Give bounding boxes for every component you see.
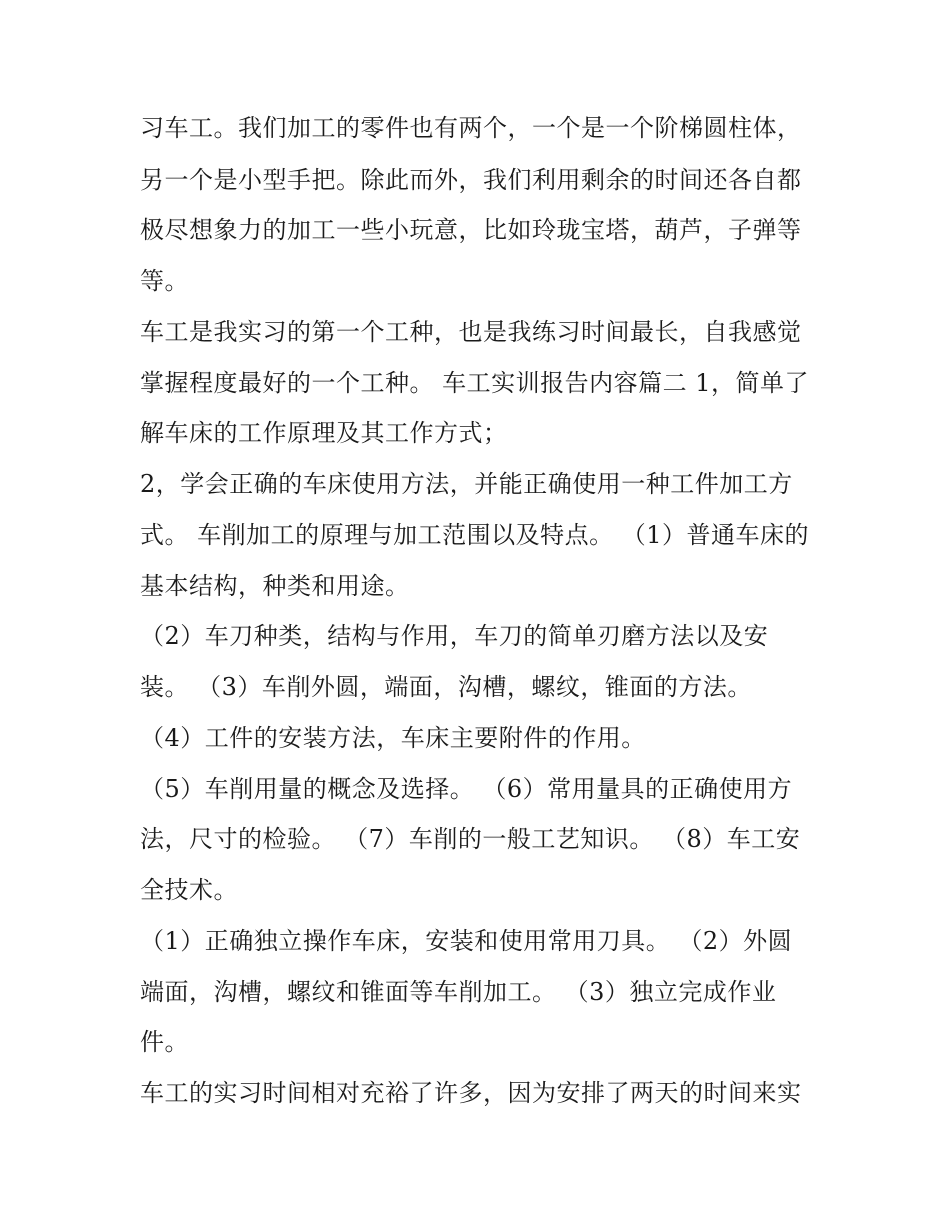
text-line: 等。 xyxy=(140,267,189,295)
text-line: 车工的实习时间相对充裕了许多，因为安排了两天的时间来实 xyxy=(140,1079,802,1107)
text-line: 全技术。 xyxy=(140,876,238,904)
text-line: 2，学会正确的车床使用方法，并能正确使用一种工件加工方 xyxy=(140,470,793,498)
text-line: 式。 车削加工的原理与加工范围以及特点。 （1）普通车床的 xyxy=(140,521,810,549)
text-line: 掌握程度最好的一个工种。 车工实训报告内容篇二 1，简单了 xyxy=(140,369,810,397)
text-line: 法，尺寸的检验。 （7）车削的一般工艺知识。 （8）车工安 xyxy=(140,825,801,853)
text-line: 基本结构，种类和用途。 xyxy=(140,572,410,600)
text-line: （2）车刀种类，结构与作用，车刀的简单刃磨方法以及安 xyxy=(140,622,769,650)
text-line: 端面，沟槽，螺纹和锥面等车削加工。 （3）独立完成作业 xyxy=(140,978,777,1006)
text-line: 习车工。我们加工的零件也有两个，一个是一个阶梯圆柱体， xyxy=(140,114,802,142)
text-line: 极尽想象力的加工一些小玩意，比如玲珑宝塔，葫芦，子弹等 xyxy=(140,216,802,244)
text-line: （1）正确独立操作车床，安装和使用常用刀具。 （2）外圆 xyxy=(140,927,793,955)
text-line: 件。 xyxy=(140,1028,189,1056)
text-line: 另一个是小型手把。除此而外，我们利用剩余的时间还各自都 xyxy=(140,166,802,194)
text-line: 解车床的工作原理及其工作方式； xyxy=(140,419,508,447)
text-line: 装。 （3）车削外圆，端面，沟槽，螺纹，锥面的方法。 xyxy=(140,673,752,701)
text-line: （5）车削用量的概念及选择。 （6）常用量具的正确使用方 xyxy=(140,775,793,803)
text-line: （4）工件的安装方法，车床主要附件的作用。 xyxy=(140,724,646,752)
text-line: 车工是我实习的第一个工种，也是我练习时间最长，自我感觉 xyxy=(140,318,802,346)
